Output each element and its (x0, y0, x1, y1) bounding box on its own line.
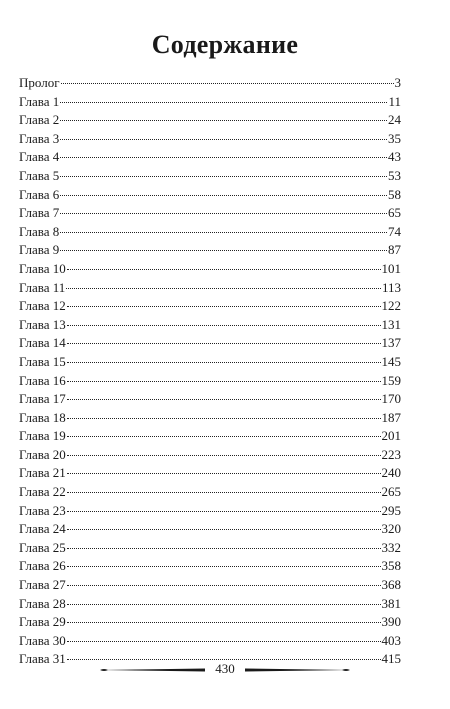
toc-entry (19, 297, 401, 316)
toc-entry-label: Глава 19 (19, 428, 66, 444)
toc-dot-leader (67, 585, 381, 586)
toc-entry (19, 427, 401, 446)
toc-entry-label: Глава 30 (19, 632, 66, 648)
toc-dot-leader (67, 325, 381, 326)
toc-entry (19, 279, 401, 298)
toc-entry-label: Глава 7 (19, 205, 60, 221)
toc-entry (19, 260, 401, 279)
toc-entry (19, 390, 401, 409)
toc-entry-page: 122 (381, 298, 401, 314)
toc-entry (19, 539, 401, 558)
toc-entry (19, 613, 401, 632)
page-number: 430 (215, 661, 235, 676)
toc-entry-label: Глава 29 (19, 614, 66, 630)
toc-entry-page: 187 (381, 409, 401, 425)
toc-entry (19, 502, 401, 521)
toc-entry-label: Пролог (19, 75, 60, 90)
toc-entry-page: 35 (388, 130, 401, 146)
toc-dot-leader (67, 455, 381, 456)
toc-dot-leader (67, 604, 381, 605)
toc-entry-page: 390 (381, 614, 401, 630)
toc-entry-label: Глава 20 (19, 446, 66, 462)
toc-entry-page: 265 (381, 484, 401, 500)
toc-entry-label: Глава 28 (19, 595, 66, 611)
toc-dot-leader (60, 250, 387, 251)
toc-entry-label: Глава 16 (19, 372, 66, 388)
toc-entry-page: 43 (388, 149, 401, 165)
toc-entry-label: Глава 3 (19, 130, 60, 146)
toc-entry-label: Глава 1 (19, 93, 60, 109)
toc-entry-page: 87 (388, 242, 401, 258)
toc-entry-label: Глава 21 (19, 465, 66, 481)
toc-dot-leader (67, 511, 381, 512)
toc-entry-label: Глава 17 (19, 391, 66, 407)
toc-dot-leader (67, 473, 381, 474)
toc-entry-page: 74 (388, 223, 401, 239)
toc-entry (19, 372, 401, 391)
toc-dot-leader (67, 362, 381, 363)
toc-dot-leader (67, 399, 381, 400)
toc-entry-page: 223 (381, 446, 401, 462)
toc-dot-leader (67, 306, 381, 307)
toc-entry-page: 65 (388, 205, 401, 221)
toc-entry (19, 576, 401, 595)
toc-dot-leader (60, 102, 387, 103)
toc-entry-label: Глава 4 (19, 149, 60, 165)
toc-entry-page: 415 (381, 651, 401, 667)
toc-entry (19, 204, 401, 223)
toc-entry-label: Глава 12 (19, 298, 66, 314)
toc-dot-leader (60, 176, 387, 177)
toc-entry-page: 240 (381, 465, 401, 481)
toc-entry-label: Глава 15 (19, 353, 66, 369)
toc-entry-page: 3 (394, 75, 401, 90)
toc-entry-page: 368 (381, 577, 401, 593)
toc-entry-label: Глава 2 (19, 112, 60, 128)
toc-dot-leader (67, 641, 381, 642)
toc-entry-label: Глава 18 (19, 409, 66, 425)
toc-entry-label: Глава 26 (19, 558, 66, 574)
toc-dot-leader (67, 436, 381, 437)
toc-dot-leader (67, 381, 381, 382)
toc-entry-page: 332 (381, 539, 401, 555)
toc-entry (19, 74, 401, 93)
toc-entry-label: Глава 31 (19, 651, 66, 667)
toc-dot-leader (67, 566, 381, 567)
toc-entry (19, 316, 401, 335)
toc-entry (19, 557, 401, 576)
toc-entry (19, 223, 401, 242)
toc-entry-page: 101 (381, 260, 401, 276)
toc-entry (19, 595, 401, 614)
toc-entry-label: Глава 24 (19, 521, 66, 537)
toc-entry-label: Глава 11 (19, 279, 66, 295)
toc-entry-page: 137 (381, 335, 401, 351)
toc-dot-leader (67, 492, 381, 493)
toc-entry (19, 241, 401, 260)
toc-entry-page: 170 (381, 391, 401, 407)
toc-dot-leader (60, 139, 387, 140)
toc-entry-page: 159 (381, 372, 401, 388)
toc-dot-leader (67, 548, 381, 549)
toc-entry (19, 130, 401, 149)
toc-entry-page: 58 (388, 186, 401, 202)
toc-entry-label: Глава 23 (19, 502, 66, 518)
toc-entry-page: 381 (381, 595, 401, 611)
toc-entry-page: 113 (381, 279, 401, 295)
toc-entry-label: Глава 27 (19, 577, 66, 593)
toc-entry-page: 131 (381, 316, 401, 332)
toc-entry (19, 93, 401, 112)
toc-dot-leader (67, 622, 381, 623)
toc-dot-leader (60, 213, 387, 214)
toc-dot-leader (67, 343, 381, 344)
toc-entry-label: Глава 14 (19, 335, 66, 351)
toc-entry-page: 403 (381, 632, 401, 648)
toc-dot-leader (61, 83, 394, 84)
toc-entry (19, 353, 401, 372)
toc-dot-leader (60, 157, 387, 158)
toc-entry-page: 295 (381, 502, 401, 518)
toc-entry-label: Глава 5 (19, 167, 60, 183)
table-of-contents (19, 74, 401, 669)
toc-dot-leader (67, 269, 381, 270)
toc-dot-leader (66, 288, 381, 289)
toc-dot-leader (60, 195, 387, 196)
toc-entry-label: Глава 9 (19, 242, 60, 258)
toc-dot-leader (67, 529, 381, 530)
toc-entry (19, 409, 401, 428)
toc-entry-label: Глава 22 (19, 484, 66, 500)
toc-entry-page: 358 (381, 558, 401, 574)
toc-entry-label: Глава 8 (19, 223, 60, 239)
toc-entry (19, 520, 401, 539)
toc-entry-label: Глава 10 (19, 260, 66, 276)
toc-entry-label: Глава 25 (19, 539, 66, 555)
toc-entry-label: Глава 6 (19, 186, 60, 202)
toc-dot-leader (60, 232, 387, 233)
page-title: Содержание (151, 30, 299, 59)
toc-entry-page: 53 (388, 167, 401, 183)
toc-entry (19, 483, 401, 502)
toc-dot-leader (67, 418, 381, 419)
toc-entry-page: 320 (381, 521, 401, 537)
toc-dot-leader (60, 120, 387, 121)
toc-entry-page: 24 (388, 112, 401, 128)
toc-entry (19, 167, 401, 186)
toc-entry-page: 145 (381, 353, 401, 369)
toc-entry (19, 111, 401, 130)
toc-entry (19, 148, 401, 167)
toc-entry (19, 334, 401, 353)
toc-entry (19, 446, 401, 465)
toc-entry (19, 632, 401, 651)
toc-entry-page: 11 (388, 93, 401, 109)
toc-entry (19, 464, 401, 483)
toc-entry-page: 201 (381, 428, 401, 444)
toc-entry-label: Глава 13 (19, 316, 66, 332)
toc-entry (19, 186, 401, 205)
